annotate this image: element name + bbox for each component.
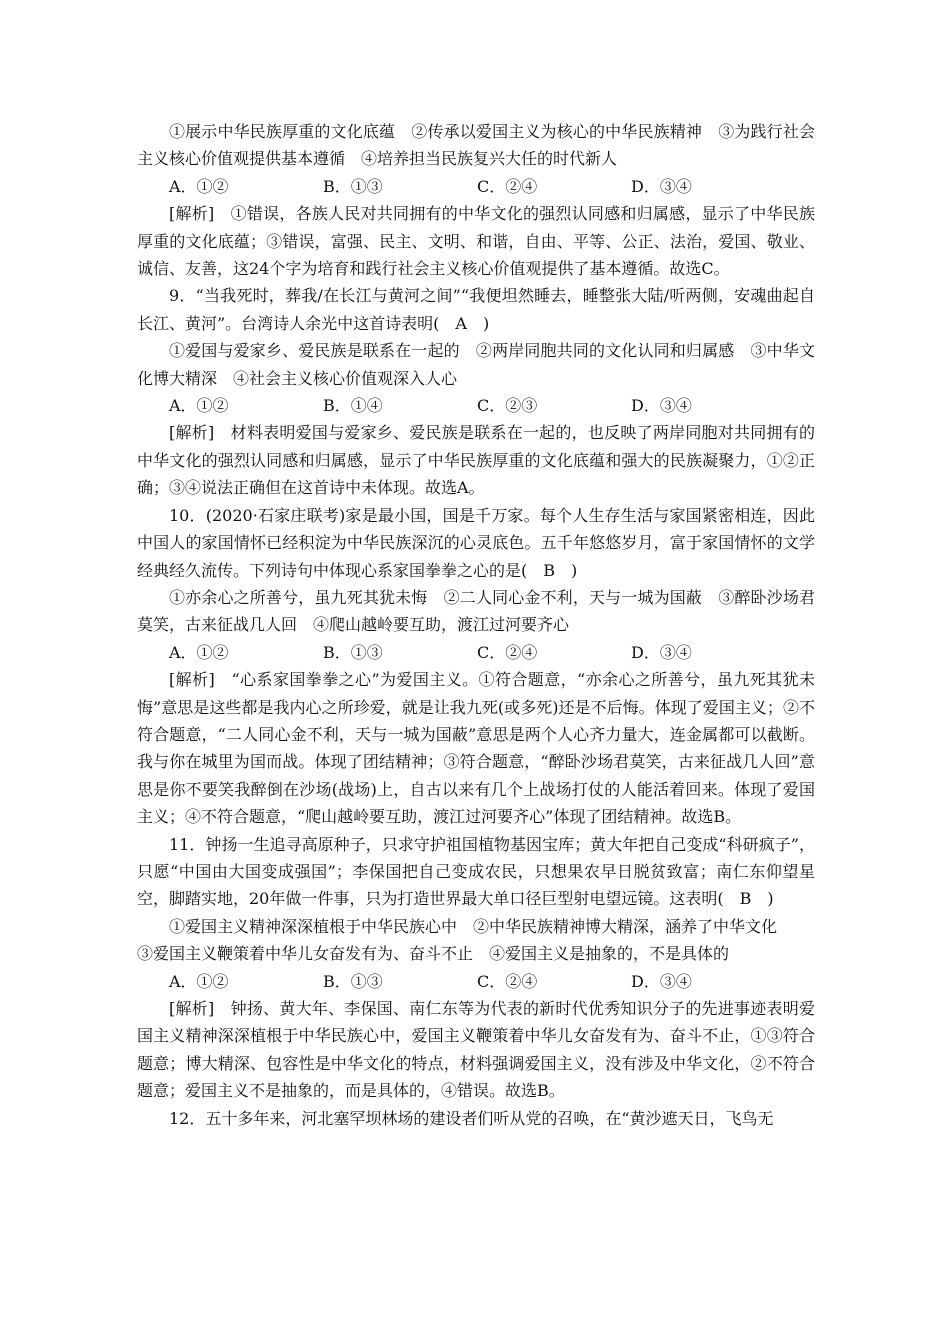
q10-option-d: D．③④ [631,642,692,662]
document-page [137,118,815,1132]
q9-choices: ①爱国与爱家乡、爱民族是联系在一起的 ②两岸同胞共同的文化认同和归属感 ③中华文化博大精深 ④社会主义核心价值观深入人心 [137,341,815,388]
q9-options [137,392,815,419]
q10-options [137,639,815,666]
q9-option-b: B．①④ [323,396,383,416]
q11-choice-line2: ③爱国主义鞭策着中华儿女奋发有为、奋斗不止 ④爱国主义是抽象的，不是具体的 [137,944,730,964]
q11-stem: 11．钟扬一生追寻高原种子，只求守护祖国植物基因宝库；黄大年把自己变成“科研疯子”，只愿“中国由大国变成强国”；李保国把自己变成农民，只想果农早日脱贫致富；南仁东仰望星空，脚踏实地，20年做一件事，只为打造世界最大单口径巨型射电望远镜。这表明( B ) [137,834,815,909]
q10-option-a: A．①② [169,642,229,662]
q8-options [137,173,815,200]
q8-option-d: D．③④ [631,176,692,196]
q10-analysis: [解析] “心系家国拳拳之心”为爱国主义。①符合题意，“亦余心之所善兮，虽九死其犹未悔”意思是这些都是我内心之所珍爱，就是让我九死(或多死)还是不后悔。体现了爱国主义；②不符合题意，“二人同心金不利，天与一城为国蔽”意思是两个人心齐力量大，连金属都可以截断。我与你在城里为国而战。体现了团结精神；③符合题意，“醉卧沙场君莫笑，古来征战几人回”意思是你不要笑我醉倒在沙场(战场)上，自古以来有几个上战场打仗的人能活着回来。体现了爱国主义；④不符合题意，“爬山越岭要互助，渡江过河要齐心”体现了团结精神。故选B。 [137,670,815,827]
q9-option-d: D．③④ [631,396,692,416]
q10-stem: 10．(2020·石家庄联考)家是最小国，国是千万家。每个人生存生活与家国紧密相连，因此中国人的家国情怀已经积淀为中华民族深沉的心灵底色。五千年悠悠岁月，富于家国情怀的文学经典经久流传。下列诗句中体现心系家国拳拳之心的是( B ) [137,505,815,580]
q11-option-d: D．③④ [631,971,692,991]
q8-option-a: A．①② [169,176,229,196]
q10-option-b: B．①③ [323,642,383,662]
q11-option-a: A．①② [169,971,229,991]
q8-option-c: C．②④ [477,176,538,196]
q10-option-c: C．②④ [477,642,538,662]
q10-choices: ①亦余心之所善兮，虽九死其犹未悔 ②二人同心金不利，天与一城为国蔽 ③醉卧沙场君莫笑，古来征战几人回 ④爬山越岭要互助，渡江过河要齐心 [137,587,815,635]
q11-option-b: B．①③ [323,971,383,991]
q11-option-c: C．②④ [477,971,538,991]
q9-option-c: C．②③ [477,396,538,416]
q9-option-a: A．①② [169,396,229,416]
q11-choice-line1: ①爱国主义精神深深植根于中华民族心中 ②中华民族精神博大精深，涵养了中华文化 [169,916,778,936]
q11-options [137,968,815,995]
q8-option-b: B．①③ [323,176,383,196]
q12-stem: 12．五十多年来，河北塞罕坝林场的建设者们听从党的召唤，在“黄沙遮天日，飞鸟无 [169,1108,774,1128]
q9-analysis: [解析] 材料表明爱国与爱家乡、爱民族是联系在一起的，也反映了两岸同胞对共同拥有的中华文化的强烈认同感和归属感，显示了中华民族厚重的文化底蕴和强大的民族凝聚力，①②正确；③④说法正确但在这首诗中未体现。故选A。 [137,423,815,498]
q9-stem: 9．“当我死时，葬我/在长江与黄河之间”“我便坦然睡去，睡整张大陆/听两侧，安魂曲起自长江、黄河”。台湾诗人余光中这首诗表明( A ) [137,286,815,333]
q8-analysis: [解析] ①错误，各族人民对共同拥有的中华文化的强烈认同感和归属感，显示了中华民族厚重的文化底蕴；③错误，富强、民主、文明、和谐，自由、平等、公正、法治，爱国、敬业、诚信、友善，这24个字为培育和践行社会主义核心价值观提供了基本遵循。故选C。 [137,204,815,279]
q8-choices: ①展示中华民族厚重的文化底蕴 ②传承以爱国主义为核心的中华民族精神 ③为践行社会主义核心价值观提供基本遵循 ④培养担当民族复兴大任的时代新人 [137,122,815,169]
q11-analysis: [解析] 钟扬、黄大年、李保国、南仁东等为代表的新时代优秀知识分子的先进事迹表明爱国主义精神深深植根于中华民族心中，爱国主义鞭策着中华儿女奋发有为、奋斗不止，①③符合题意；博大精深、包容性是中华文化的特点，材料强调爱国主义，没有涉及中华文化，②不符合题意；爱国主义不是抽象的，而是具体的，④错误。故选B。 [137,999,815,1101]
